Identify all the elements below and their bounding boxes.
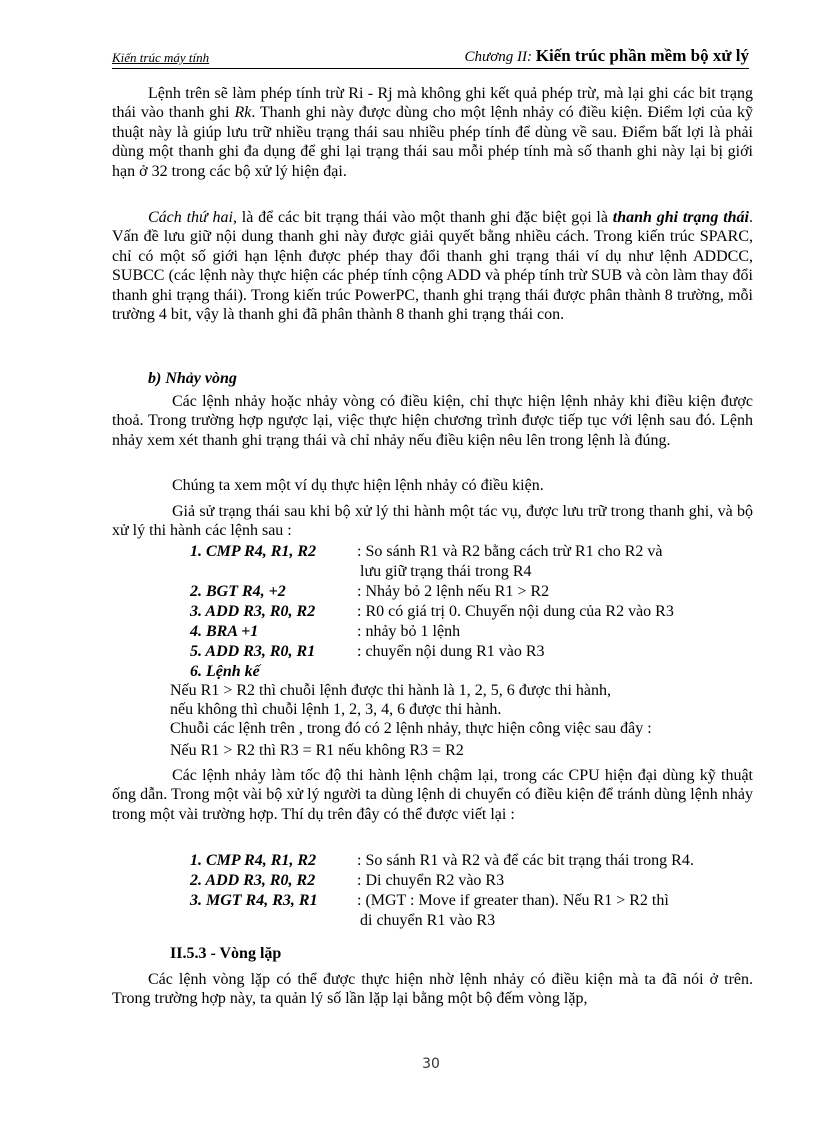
- code-line: 1. CMP R4, R1, R2: [190, 852, 317, 869]
- code-comment: : Nhảy bỏ 2 lệnh nếu R1 > R2: [357, 583, 550, 600]
- paragraph-1: Lệnh trên sẽ làm phép tính trừ Ri - Rj mà không ghi kết quả phép trừ, mà lại ghi các bit trạng thái vào thanh ghi Rk. Thanh ghi này được dùng cho một lệnh nhảy có điều kiện. Điểm lợi của kỹ thuật này là giúp lưu trữ nhiều trạng thái sau nhiều phép tính để dùng về sau. Điểm bất lợi là phải dùng một thanh ghi đa dụng để ghi lại trạng thái sau mỗi phép tính mà số thanh ghi này lại bị giới hạn ở 32 trong các bộ xử lý hiện đại.: [112, 85, 753, 180]
- code-line: 5. ADD R3, R0, R1: [190, 643, 316, 660]
- paragraph-5: Giả sử trạng thái sau khi bộ xử lý thi hành một tác vụ, được lưu trữ trong thanh ghi, và bộ xử lý thi hành các lệnh sau :: [112, 503, 753, 540]
- text-line: Chuỗi các lệnh trên , trong đó có 2 lệnh nhảy, thực hiện công việc sau đây :: [170, 720, 652, 737]
- header-book-title: Kiến trúc máy tính: [112, 50, 210, 65]
- paragraph-2: Cách thứ hai, là để các bit trạng thái vào một thanh ghi đặc biệt gọi là thanh ghi trạng thái. Vấn đề lưu giữ nội dung thanh ghi này được giải quyết bằng nhiều cách. Trong kiến trúc SPARC, chỉ có một số giới hạn lệnh được phép thay đổi thanh ghi trạng thái ví dụ như lệnh ADDCC, SUBCC (các lệnh này thực hiện các phép tính cộng ADD và phép tính trừ SUB và còn làm thay đổi thanh ghi trạng thái). Trong kiến trúc PowerPC, thanh ghi trạng thái được phân thành 8 trường, mỗi trường 4 bit, vậy là thanh ghi đã phân thành 8 thanh ghi trạng thái con.: [112, 209, 754, 324]
- page-header: [112, 44, 749, 69]
- code-line: 3. MGT R4, R3, R1: [190, 892, 318, 909]
- term-status-register: thanh ghi trạng thái: [612, 209, 750, 226]
- code-comment: : nhảy bỏ 1 lệnh: [357, 623, 461, 640]
- code-comment-cont: di chuyển R1 vào R3: [360, 912, 496, 929]
- register-rk: Rk: [234, 104, 252, 122]
- program-listing-1: [0, 542, 816, 680]
- code-comment: : So sánh R1 và R2 và để các bit trạng thái trong R4.: [357, 852, 694, 869]
- paragraph-7: Các lệnh vòng lặp có thể được thực hiện nhờ lệnh nhảy có điều kiện mà ta đã nói ở trên. Trong trường hợp này, ta quản lý số lần lặp lại bằng một bộ đếm vòng lặp,: [112, 971, 753, 1008]
- text-line: Nếu R1 > R2 thì R3 = R1 nếu không R3 = R2: [170, 742, 464, 759]
- code-line: 6. Lệnh kế: [190, 663, 260, 680]
- code-comment: : So sánh R1 và R2 bằng cách trừ R1 cho R2 và: [357, 543, 663, 560]
- header-chapter: [465, 46, 749, 66]
- paragraph-6: Các lệnh nhảy làm tốc độ thi hành lệnh chậm lại, trong các CPU hiện đại dùng kỹ thuật ống dẫn. Trong một vài bộ xử lý người ta dùng lệnh di chuyển có điều kiện để tránh dùng lệnh nhảy trong một vài trường hợp. Thí dụ trên đây có thể được viết lại :: [112, 767, 753, 823]
- code-line: 4. BRA +1: [190, 623, 259, 640]
- text-line: nếu không thì chuỗi lệnh 1, 2, 3, 4, 6 được thi hành.: [170, 701, 502, 718]
- section-heading: II.5.3 - Vòng lặp: [170, 945, 282, 962]
- code-line: 1. CMP R4, R1, R2: [190, 543, 317, 560]
- code-comment: : R0 có giá trị 0. Chuyển nội dung của R2 vào R3: [357, 603, 674, 620]
- code-line: 2. BGT R4, +2: [190, 583, 286, 600]
- code-line: 3. ADD R3, R0, R2: [190, 603, 316, 620]
- code-comment-cont: lưu giữ trạng thái trong R4: [360, 563, 532, 580]
- page-number: 30: [422, 1056, 440, 1072]
- paragraph-4: Chúng ta xem một ví dụ thực hiện lệnh nhảy có điều kiện.: [172, 477, 544, 494]
- program-listing-2: [0, 851, 816, 931]
- code-comment: : (MGT : Move if greater than). Nếu R1 > R2 thì: [357, 892, 669, 909]
- header-chapter-title: Kiến trúc phần mềm bộ xử lý: [535, 46, 749, 65]
- text-line: Nếu R1 > R2 thì chuỗi lệnh được thi hành là 1, 2, 5, 6 được thi hành,: [170, 682, 612, 699]
- code-comment: : Di chuyển R2 vào R3: [357, 872, 505, 889]
- header-chapter-label: Chương II:: [464, 49, 532, 65]
- subheading-jump: b) Nhảy vòng: [148, 370, 237, 387]
- paragraph-3: Các lệnh nhảy hoặc nhảy vòng có điều kiện, chỉ thực hiện lệnh nhảy khi điều kiện được thoả. Trong trường hợp ngược lại, việc thực hiện chương trình được tiếp tục với lệnh sau đó. Lệnh nhảy xem xét thanh ghi trạng thái và chỉ nhảy nếu điều kiện nêu lên trong lệnh là đúng.: [112, 393, 753, 449]
- code-comment: : chuyển nội dung R1 vào R3: [357, 643, 545, 660]
- code-line: 2. ADD R3, R0, R2: [190, 872, 316, 889]
